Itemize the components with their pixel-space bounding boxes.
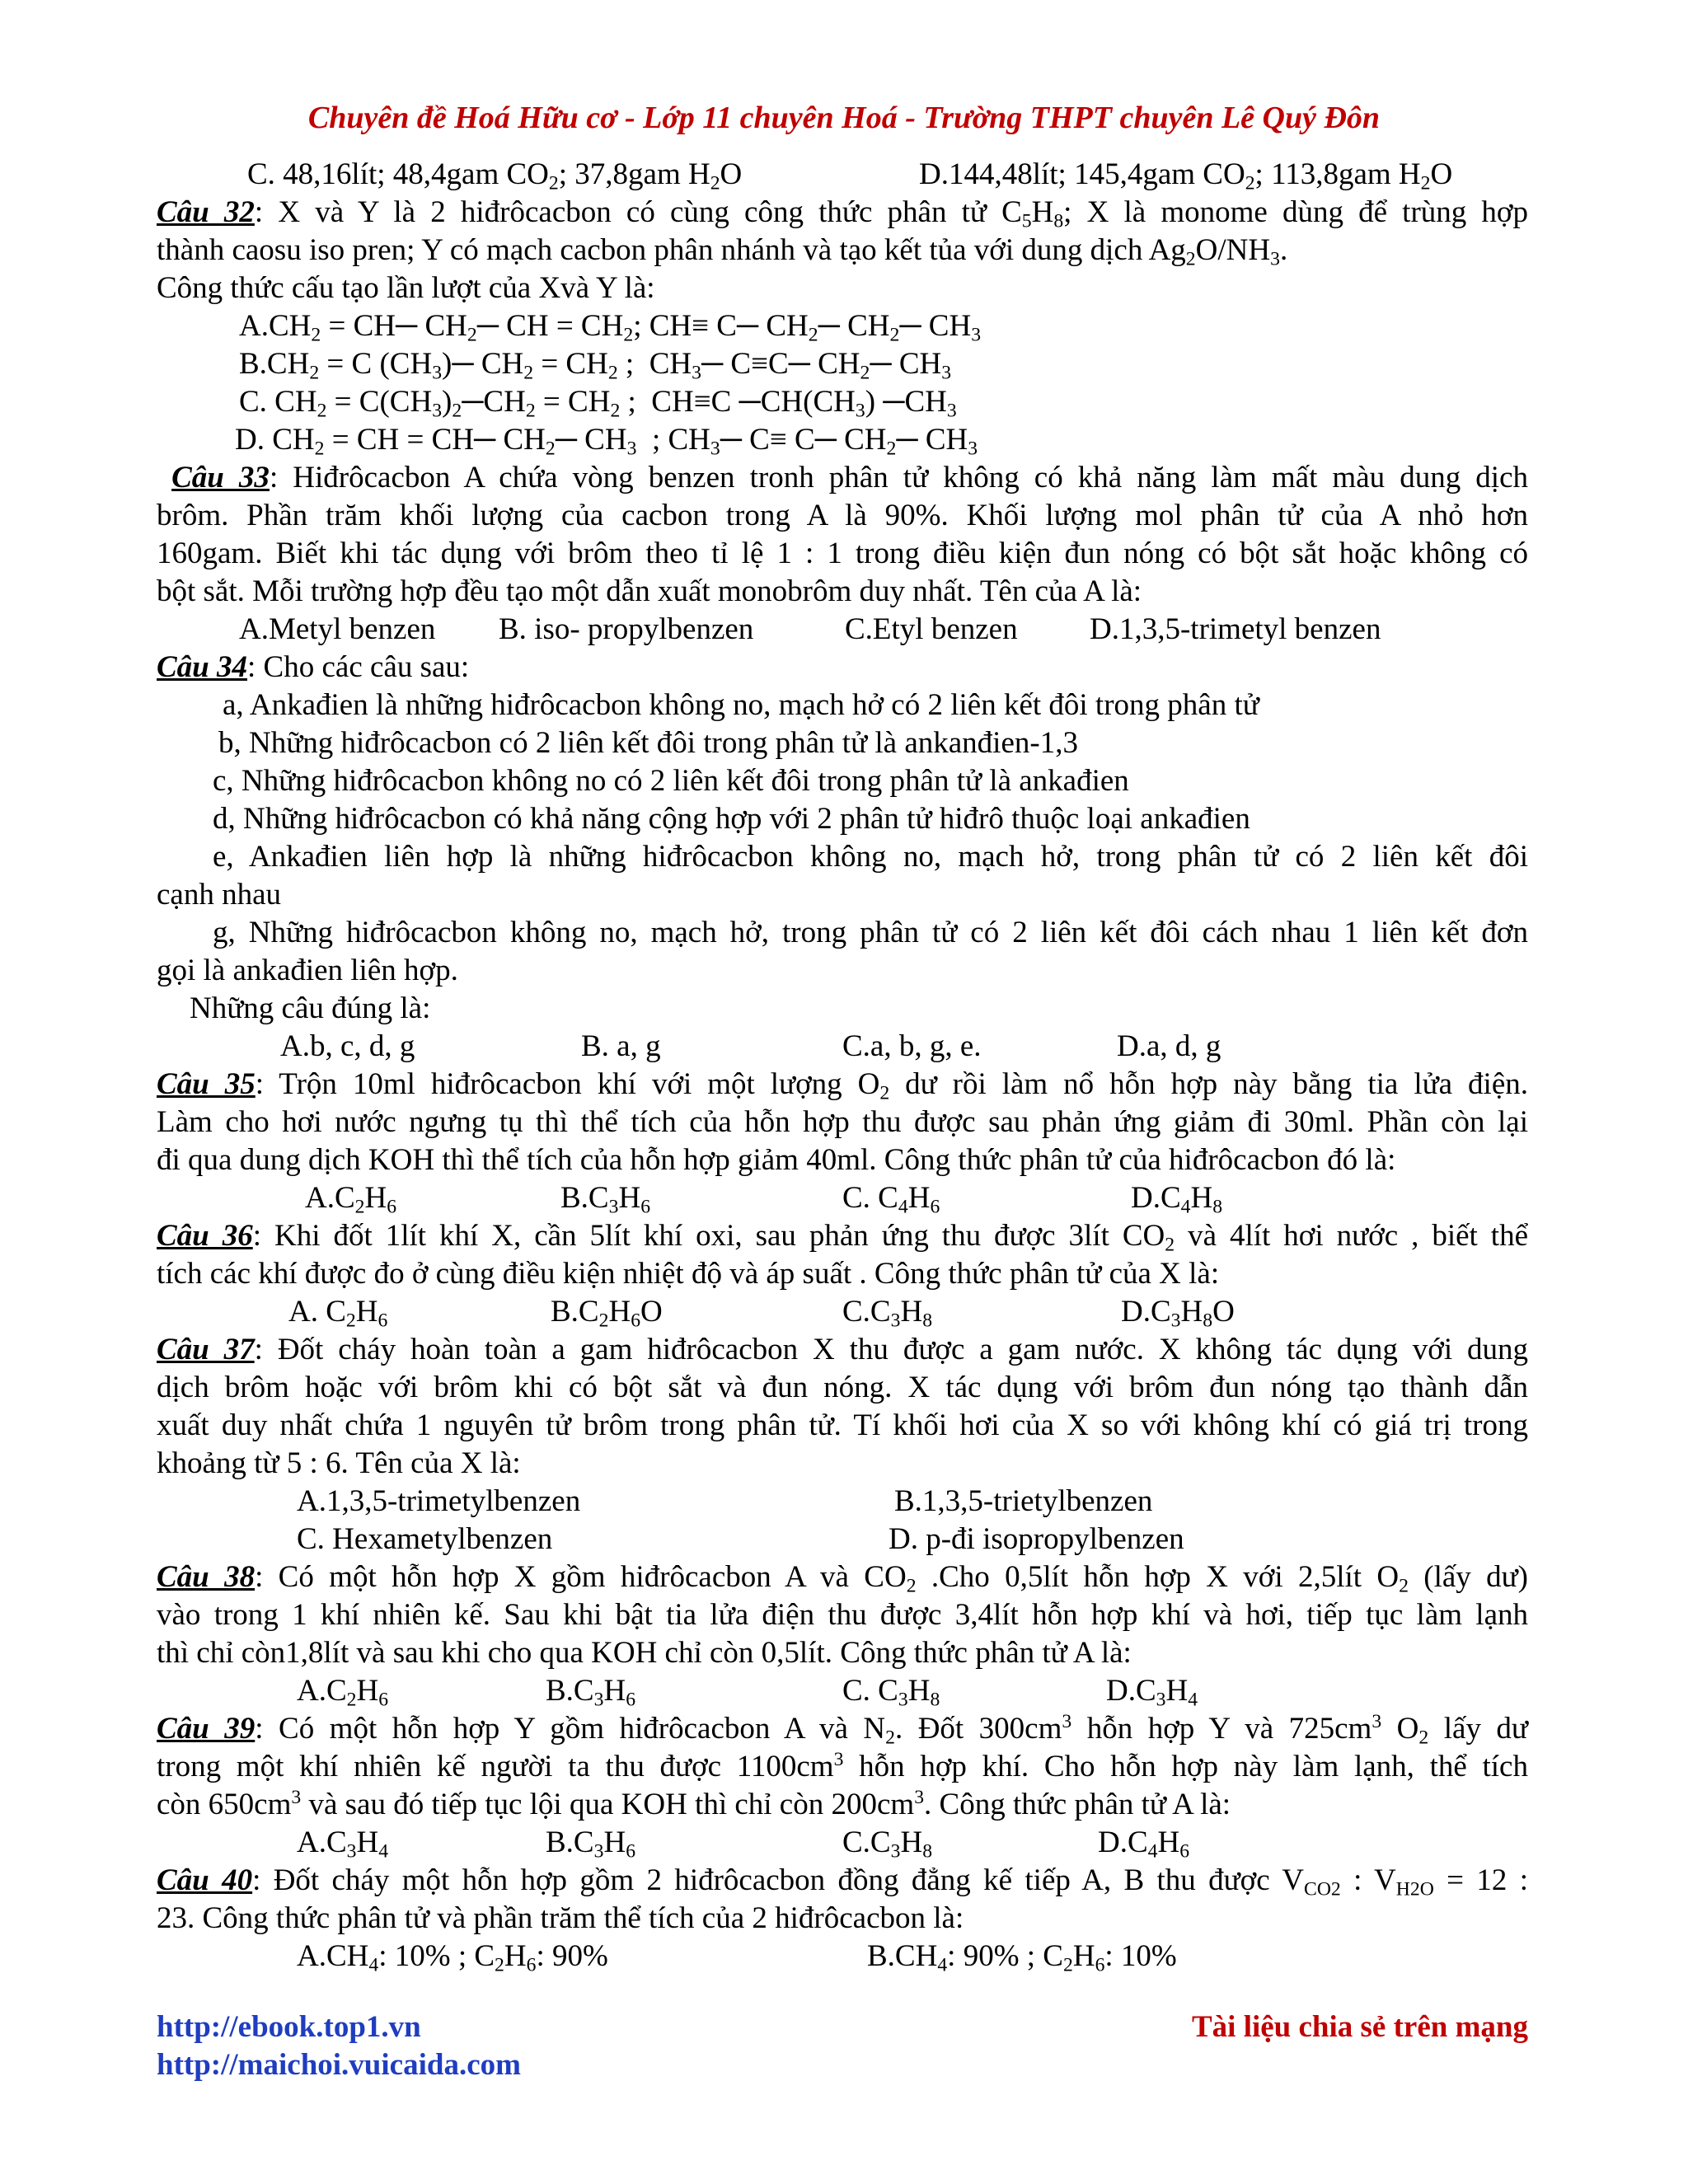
q32-line-1: Câu 32: X và Y là 2 hiđrôcacbon có cùng công thức phân tử $C_5H_8$; X là monome dùng để trùng hợp: [157, 195, 1528, 232]
question-label: Câu 32: [157, 195, 255, 229]
q33-line-4: bột sắt. Mỗi trường hợp đều tạo một dẫn xuất monobrôm duy nhất. Tên của A là:: [157, 574, 1142, 608]
q37-option-c: C. Hexametylbenzen: [297, 1522, 553, 1556]
q38-line-2: vào trong 1 khí nhiên kế. Sau khi bật tia lửa điện thu được 3,4lít hỗn hợp khí và hơi, tiếp tục làm lạnh: [157, 1598, 1528, 1632]
q36-line-1: Câu 36: Khi đốt 1lít khí X, cần 5lít khí oxi, sau phản ứng thu được 3lít $CO_2$ và 4lít hơi nước , biết thể: [157, 1219, 1528, 1256]
q36-option-b: $B.C_2H_6O$: [551, 1295, 663, 1332]
q38-option-b: $B.C_3H_6$: [546, 1674, 636, 1711]
q40-line-2: 23. Công thức phân tử và phần trăm thể tích của 2 hiđrôcacbon là:: [157, 1901, 964, 1935]
q33-line-3: 160gam. Biết khi tác dụng với brôm theo tỉ lệ 1 : 1 trong điều kiện đun nóng có bột sắt hoặc không có: [157, 537, 1528, 570]
footer-link-2[interactable]: http://maichoi.vuicaida.com: [157, 2048, 521, 2082]
q40-option-a: $A.CH_4$: 10% ; $C_2H_6$: 90%: [297, 1939, 608, 1976]
question-label: Câu 36: [157, 1219, 253, 1253]
q35-option-d: $D.C_4H_8$: [1131, 1181, 1223, 1218]
q34-option-c: C.a, b, g, e.: [842, 1029, 982, 1063]
q38-line-1: Câu 38: Có một hỗn hợp X gồm hiđrôcacbon A và $CO_2$ .Cho 0,5lít hỗn hợp X với 2,5lít $O_2$ (lấy dư): [157, 1560, 1528, 1597]
q38-option-a: $A.C_2H_6$: [297, 1674, 389, 1711]
q35-line-1: Câu 35: Trộn 10ml hiđrôcacbon khí với một lượng $O_2$ dư rồi làm nổ hỗn hợp này bằng tia lửa điện.: [157, 1067, 1528, 1104]
question-label: Câu 40: [157, 1863, 253, 1897]
q35-line-3: đi qua dung dịch KOH thì thể tích của hỗn hợp giảm 40ml. Công thức phân tử của hiđrôcacbon đó là:: [157, 1143, 1396, 1177]
q37-option-a: A.1,3,5-trimetylbenzen: [297, 1484, 581, 1518]
q35-line-2: Làm cho hơi nước ngưng tụ thì thể tích của hỗn hợp thu được sau phản ứng giảm đi 30ml. Phần còn lại: [157, 1105, 1528, 1139]
q37-option-b: B.1,3,5-trietylbenzen: [894, 1484, 1153, 1518]
q34-statement-e: e, Ankađien liên hợp là những hiđrôcacbon không no, mạch hở, trong phân tử có 2 liên kết đôi: [213, 840, 1528, 874]
q39-option-d: $D.C_4H_6$: [1098, 1825, 1190, 1863]
q39-line-3: còn $650cm^3$ và sau đó tiếp tục lội qua KOH thì chỉ còn $200cm^3$. Công thức phân tử A là:: [157, 1786, 1231, 1821]
q37-option-d: D. p-đi isopropylbenzen: [889, 1522, 1184, 1556]
footer-link-1[interactable]: http://ebook.top1.vn: [157, 2010, 421, 2044]
q31-option-d: D.144,48lít; 145,4gam $CO_2$; 113,8gam $H_2O$: [919, 157, 1453, 194]
q32-option-a: $A.CH_2$ = CH─ $CH_2─$ CH = $CH_2$; CH≡ C─ $CH_2─$ $CH_2─$ $CH_3$: [239, 309, 982, 346]
q34-statement-e-cont: cạnh nhau: [157, 878, 282, 912]
footer-note: Tài liệu chia sẻ trên mạng: [1191, 2010, 1528, 2044]
q40-line-1: Câu 40: Đốt cháy một hỗn hợp gồm 2 hiđrôcacbon đồng đẳng kế tiếp A, B thu được $V_{CO2}$ : $V_{H2O} = 12$ :: [157, 1863, 1528, 1900]
q34-statement-d: d, Những hiđrôcacbon có khả năng cộng hợp với 2 phân tử hiđrô thuộc loại ankađien: [213, 802, 1250, 836]
q34-option-d: D.a, d, g: [1117, 1029, 1221, 1063]
q39-option-b: $B.C_3H_6$: [546, 1825, 636, 1863]
q39-line-2: trong một khí nhiên kế người ta thu được $1100cm^3$ hỗn hợp khí. Cho hỗn hợp này làm lạnh, thể tích: [157, 1748, 1528, 1783]
q36-option-d: $D.C_3H_8O$: [1121, 1295, 1235, 1332]
question-label: Câu 39: [157, 1712, 256, 1746]
q39-line-1: Câu 39: Có một hỗn hợp Y gồm hiđrôcacbon A và $N_2$. Đốt $300cm^3$ hỗn hợp Y và $725cm^3$ $O_2$ lấy dư: [157, 1710, 1528, 1749]
q31-option-c: C. 48,16lít; 48,4gam $CO_2$; 37,8gam $H_2O$: [247, 157, 743, 194]
q32-option-d: D. $CH_2$ = CH = CH─ $CH_2─$ $CH_3$ ; $CH_3─$ C≡ C─ $CH_2─$ $CH_3$: [235, 423, 978, 460]
q32-option-b: $B.CH_2 = C$ $(CH_3)─$ $CH_2 = CH_2$ ; $CH_3─$ C≡C─ $CH_2─$ $CH_3$: [239, 347, 952, 384]
q33-option-b: B. iso- propylbenzen: [499, 612, 754, 646]
q39-option-c: $C.C_3H_8$: [842, 1825, 933, 1863]
page-header: Chuyên đề Hoá Hữu cơ - Lớp 11 chuyên Hoá - Trường THPT chuyên Lê Quý Đôn: [307, 101, 1381, 135]
q33-line-2: brôm. Phần trăm khối lượng của cacbon trong A là 90%. Khối lượng mol phân tử của A nhỏ hơn: [157, 499, 1528, 532]
q34-line-1: Câu 34: Cho các câu sau:: [157, 650, 470, 684]
q35-option-c: C. $C_4H_6$: [842, 1181, 940, 1218]
q33-option-c: C.Etyl benzen: [845, 612, 1018, 646]
q34-statement-a: a, Ankađien là những hiđrôcacbon không no, mạch hở có 2 liên kết đôi trong phân tử: [223, 688, 1259, 722]
q34-statement-g: g, Những hiđrôcacbon không no, mạch hở, trong phân tử có 2 liên kết đôi cách nhau 1 liên kết đơn: [213, 916, 1528, 949]
q32-line-2: thành caosu iso pren; Y có mạch cacbon phân nhánh và tạo kết tủa với dung dịch $Ag_2O/NH_3$.: [157, 233, 1288, 270]
q34-statement-c: c, Những hiđrôcacbon không no có 2 liên kết đôi trong phân tử là ankađien: [213, 764, 1129, 798]
q36-option-a: A. $C_2H_6$: [288, 1295, 388, 1332]
q38-option-c: C. $C_3H_8$: [842, 1674, 940, 1711]
q35-option-a: $A.C_2H_6$: [305, 1181, 397, 1218]
q39-option-a: $A.C_3H_4$: [297, 1825, 389, 1863]
q33-option-a: A.Metyl benzen: [239, 612, 436, 646]
q32-option-c: C. $CH_2$ = $C(CH_3)_2─CH_2 = CH_2$ ; CH≡C $─CH(CH_3)$ $─CH_3$: [239, 385, 957, 422]
q34-prompt: Những câu đúng là:: [190, 991, 431, 1025]
q34-statement-g-cont: gọi là ankađien liên hợp.: [157, 954, 458, 987]
question-label: Câu 37: [157, 1333, 255, 1366]
q38-line-3: thì chỉ còn1,8lít và sau khi cho qua KOH chỉ còn 0,5lít. Công thức phân tử A là:: [157, 1636, 1132, 1670]
q37-line-2: dịch brôm hoặc với brôm khi có bột sắt và đun nóng. X tác dụng với brôm đun nóng tạo thành dẫn: [157, 1371, 1528, 1404]
q40-option-b: $B.CH_4$: 90% ; $C_2H_6$: 10%: [867, 1939, 1177, 1976]
q34-option-b: B. a, g: [581, 1029, 661, 1063]
q33-line-1: Câu 33: Hiđrôcacbon A chứa vòng benzen tronh phân tử không có khả năng làm mất màu dung dịch: [171, 461, 1528, 494]
q38-option-d: $D.C_3H_4$: [1106, 1674, 1198, 1711]
q34-statement-b: b, Những hiđrôcacbon có 2 liên kết đôi trong phân tử là ankanđien-1,3: [218, 726, 1078, 760]
q32-line-3: Công thức cấu tạo lần lượt của Xvà Y là:: [157, 271, 655, 305]
q37-line-3: xuất duy nhất chứa 1 nguyên tử brôm trong phân tử. Tí khối hơi của X so với không khí có giá trị trong: [157, 1408, 1528, 1442]
question-label: Câu 33: [171, 461, 270, 494]
question-label: Câu 35: [157, 1067, 256, 1101]
question-label: Câu 34: [157, 650, 248, 684]
question-label: Câu 38: [157, 1560, 256, 1594]
q36-option-c: $C.C_3H_8$: [842, 1295, 933, 1332]
q37-line-4: khoảng từ 5 : 6. Tên của X là:: [157, 1446, 521, 1480]
q35-option-b: $B.C_3H_6$: [560, 1181, 651, 1218]
q37-line-1: Câu 37: Đốt cháy hoàn toàn a gam hiđrôcacbon X thu được a gam nước. X không tác dụng với dung: [157, 1333, 1528, 1366]
q34-option-a: A.b, c, d, g: [280, 1029, 415, 1063]
q33-option-d: D.1,3,5-trimetyl benzen: [1090, 612, 1381, 646]
q36-line-2: tích các khí được đo ở cùng điều kiện nhiệt độ và áp suất . Công thức phân tử của X là:: [157, 1257, 1220, 1291]
